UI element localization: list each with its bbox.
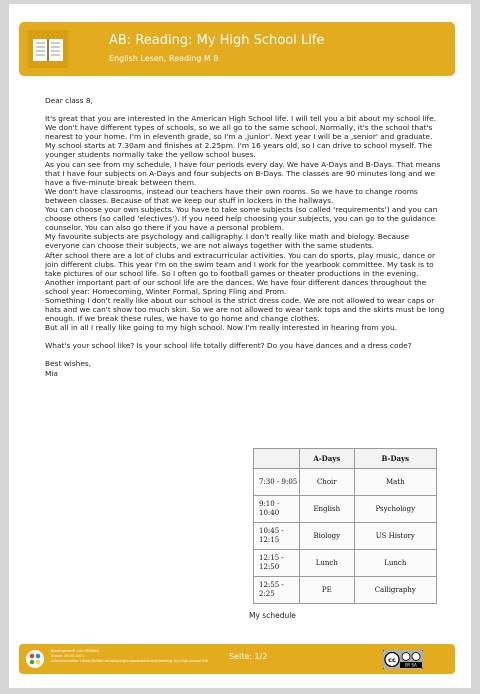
table-row xyxy=(254,496,437,523)
time-cell: 7:30 - 9:05 xyxy=(254,469,300,496)
table-header-row xyxy=(254,449,437,469)
letter-paragraph: Another important part of our school life are the dances. We have four different dances throughout the school year: Homecoming, Winter Formal, Spring Fling and Prom. xyxy=(45,277,427,296)
header-banner xyxy=(19,22,455,76)
mnweg-logo-icon xyxy=(25,649,45,669)
schedule-caption: My schedule xyxy=(249,611,296,620)
footer-banner xyxy=(19,644,455,674)
page-number: Seite: 1/2 xyxy=(229,652,268,661)
b-day-cell: US History xyxy=(354,523,436,550)
footer-license-link[interactable]: Lizenzhinweise: https://editor.mnweg.org/mnweddokument/reading-my-high-school-life xyxy=(51,659,208,663)
letter-paragraph: As you can see from my schedule, I have four periods every day. We have A-Days and B-Days. That means that I have four subjects on A-Days and four subjects on B-Days. The classes are 90 minutes long and we have a five-minute break between them. xyxy=(45,159,441,187)
letter-signature: Mia xyxy=(45,368,58,378)
letter-paragraph: Something I don't really like about our school is the strict dress code. We are not allowed to wear caps or hats and we can't show too much skin. So we are not allowed to wear tank tops and the skirts must be long enough. If we break these rules, we have to go home and change clothes. xyxy=(45,295,445,324)
table-header-cell xyxy=(254,449,300,469)
a-day-cell: Lunch xyxy=(300,550,355,577)
letter-paragraph: We don't have different types of schools, so we all go to the same school. Normally, it's the school that's nearest to your home. I'm in eleventh grade, so I'm a ‚junior'. Next year I will be a ‚senior' and graduate. xyxy=(45,123,433,142)
time-cell: 12:15 - 12:50 xyxy=(254,550,300,577)
footer-date: Stand: 19.03.2021 xyxy=(51,654,85,658)
a-day-cell: English xyxy=(300,496,355,523)
letter-paragraph: We don't have classrooms, instead our teachers have their own rooms. So we have to change rooms between classes. Because of that we keep our stuff in lockers in the hallways. xyxy=(45,186,418,205)
time-cell: 9:10 - 10:40 xyxy=(254,496,300,523)
letter-paragraph: You can choose your own subjects. You have to take some subjects (so called 'requirements') and you can choose others (so called 'electives'). If you need help choosing your subjects, you can go to the guidance counselor. You can also go there if you have a personal problem. xyxy=(45,205,438,233)
table-header-cell: A-Days xyxy=(300,449,355,469)
table-header-cell: B-Days xyxy=(354,449,436,469)
svg-text:cc: cc xyxy=(388,656,396,664)
letter-paragraph: My school starts at 7.30am and finishes at 2.25pm. I'm 16 years old, so I can drive to school myself. The younger students normally take the yellow school buses. xyxy=(45,141,433,160)
a-day-cell: PE xyxy=(300,577,355,604)
footer-provider: Bereitgestellt von: MNWeG xyxy=(51,649,100,653)
letter-question: What's your school like? Is your school life totally different? Do you have dances and a dress code? xyxy=(45,341,412,351)
cc-license-icon xyxy=(383,650,423,669)
b-day-cell: Lunch xyxy=(354,550,436,577)
letter-paragraph: After school there are a lot of clubs and extracurricular activities. You can do sports, play music, dance or join different clubs. This year I'm on the swim team and I work for the yearbook committee. My task is to take pictures of our school life. So I often go to football games or theater productions in the evening. xyxy=(45,250,435,278)
a-day-cell: Choir xyxy=(300,469,355,496)
table-row xyxy=(254,550,437,577)
letter-body xyxy=(45,96,445,378)
time-cell: 10:45 - 12:15 xyxy=(254,523,300,550)
a-day-cell: Biology xyxy=(300,523,355,550)
b-day-cell: Psychology xyxy=(354,496,436,523)
worksheet-page xyxy=(9,4,471,688)
book-icon xyxy=(28,30,68,68)
letter-paragraph: It's great that you are interested in the American High School life. I will tell you a bit about my school life. xyxy=(45,114,437,124)
time-cell: 12:55 - 2:25 xyxy=(254,577,300,604)
table-row xyxy=(254,577,437,604)
page-subtitle: English Lesen, Reading M 8 xyxy=(109,54,219,63)
page-title: AB: Reading: My High School Life xyxy=(109,33,325,48)
letter-closing: Best wishes, xyxy=(45,359,92,369)
b-day-cell: Calligraphy xyxy=(354,577,436,604)
cc-license-label: BY SA xyxy=(405,662,417,668)
b-day-cell: Math xyxy=(354,469,436,496)
letter-greeting: Dear class 8, xyxy=(45,96,93,105)
letter-paragraph: But all in all I really like going to my high school. Now I'm really interested in hearing from you. xyxy=(45,323,397,333)
schedule-table xyxy=(253,448,437,604)
footer-metadata xyxy=(51,649,208,664)
table-row xyxy=(254,469,437,496)
table-row xyxy=(254,523,437,550)
letter-paragraph: My favourite subjects are psychology and calligraphy. I don't really like math and biology. Because everyone can choose their subjects, we are not always together with the same students. xyxy=(45,232,410,251)
